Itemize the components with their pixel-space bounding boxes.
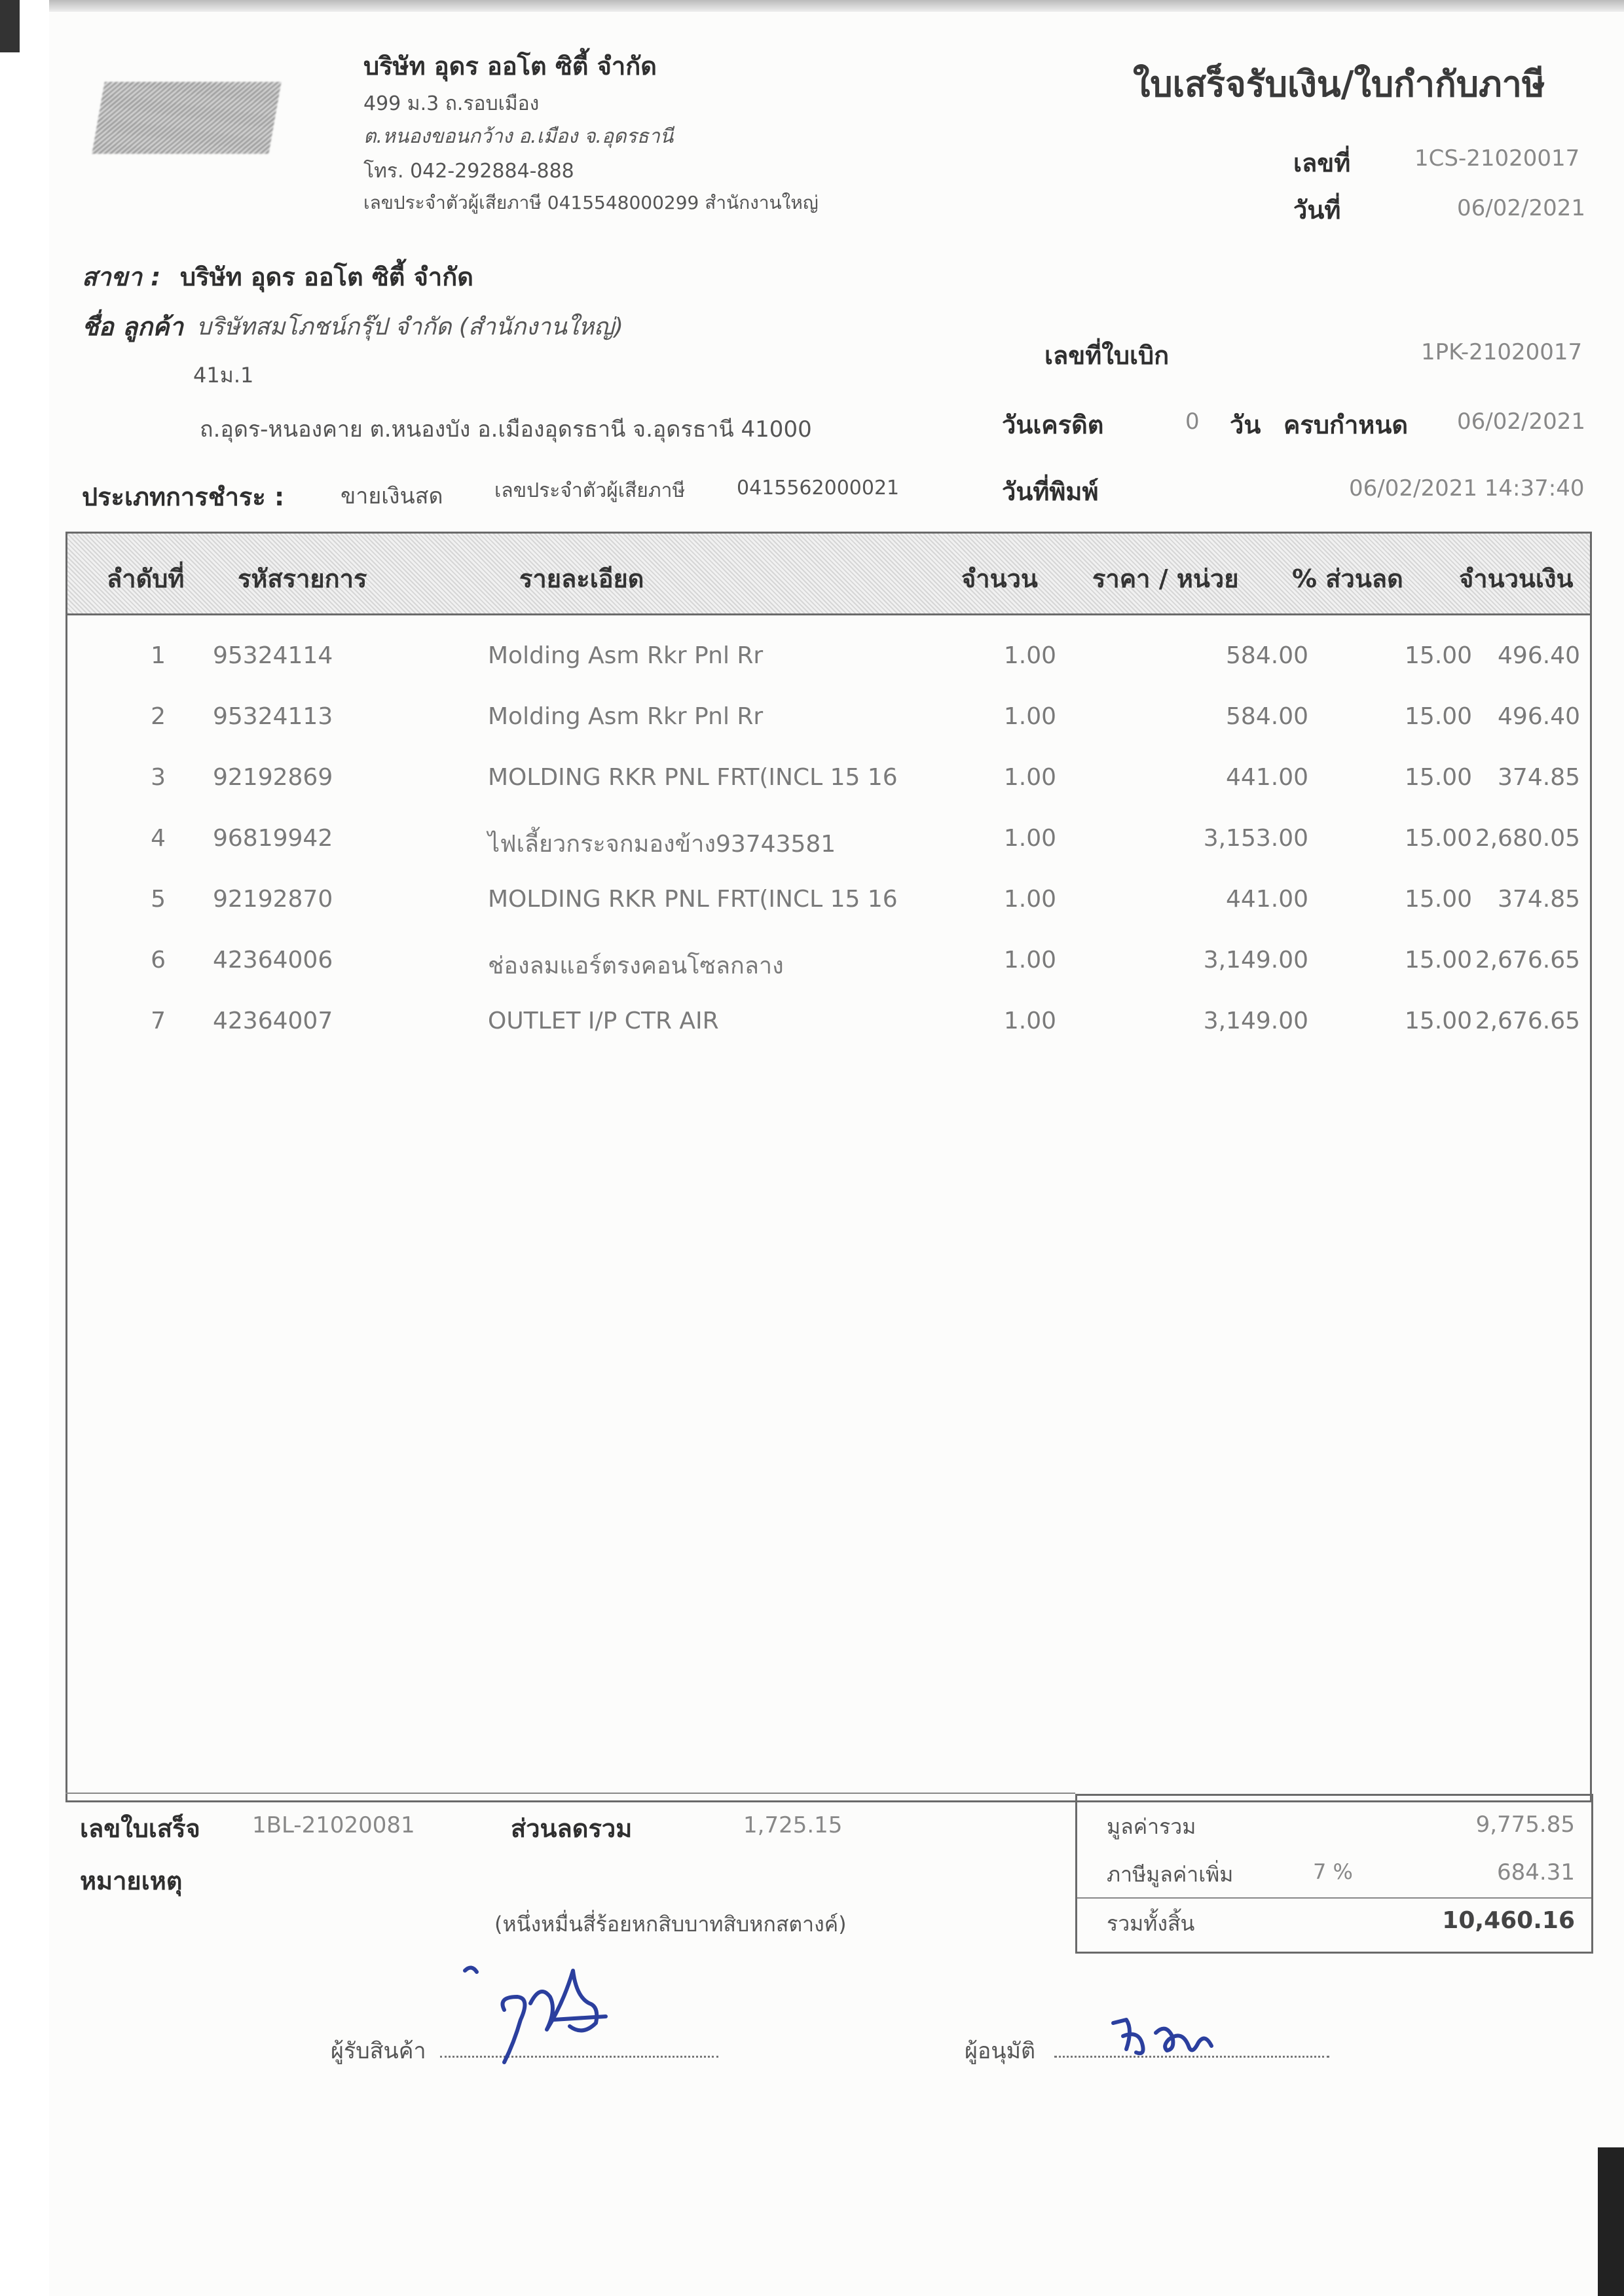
table-header: [67, 534, 1590, 615]
table-row: [67, 869, 1590, 930]
header-description: รายละเอียด: [519, 564, 644, 593]
credit-days-value: 0: [1185, 409, 1200, 435]
summary-divider: [1077, 1897, 1591, 1899]
cell-no: 6: [151, 947, 166, 974]
company-address-line1: 499 ม.3 ถ.รอบเมือง: [363, 92, 540, 115]
cell-qty: 1.00: [1003, 886, 1056, 913]
customer-taxid-value: 0415562000021: [737, 477, 900, 500]
table-row: [67, 991, 1590, 1051]
document-title: ใบเสร็จรับเงิน/ใบกำกับภาษี: [1133, 64, 1545, 105]
cell-code: 96819942: [213, 825, 333, 852]
cell-unit-price: 3,149.00: [1203, 1008, 1308, 1034]
total-discount-label: ส่วนลดรวม: [511, 1814, 633, 1843]
cell-qty: 1.00: [1003, 1008, 1056, 1034]
cell-code: 95324114: [213, 642, 333, 669]
company-taxid: เลขประจำตัวผู้เสียภาษี 0415548000299 สำนักงานใหญ่: [363, 192, 819, 213]
cell-amount: 374.85: [1498, 764, 1580, 791]
subtotal-label: มูลค่ารวม: [1107, 1814, 1196, 1839]
header-unit-price: ราคา / หน่วย: [1092, 564, 1239, 593]
credit-days-label: วันเครดิต: [1002, 410, 1104, 439]
credit-days-unit: วัน: [1230, 410, 1261, 439]
cell-description: ไฟเลี้ยวกระจกมองข้าง93743581: [488, 831, 836, 858]
payment-type-label: ประเภทการชำระ :: [82, 483, 285, 511]
cell-code: 42364007: [213, 1008, 333, 1034]
cell-amount: 2,680.05: [1475, 825, 1580, 852]
print-date-label: วันที่พิมพ์: [1002, 477, 1099, 506]
grand-total-label: รวมทั้งสิ้น: [1107, 1911, 1195, 1936]
customer-name-label: ชื่อ ลูกค้า: [82, 312, 183, 341]
footer-divider: [65, 1793, 1075, 1794]
cell-unit-price: 441.00: [1226, 764, 1308, 791]
cell-unit-price: 584.00: [1226, 642, 1308, 669]
cell-no: 2: [151, 703, 166, 730]
header-qty: จำนวน: [961, 564, 1038, 593]
document-no-value: 1CS-21020017: [1414, 145, 1580, 172]
approver-signature: [1107, 2010, 1225, 2062]
due-date-label: ครบกำหนด: [1283, 410, 1408, 439]
vat-value: 684.31: [1497, 1859, 1575, 1886]
cell-discount: 15.00: [1404, 703, 1472, 730]
branch-value: บริษัท อุดร ออโต ซิตี้ จำกัด: [180, 263, 473, 291]
header-amount: จำนวนเงิน: [1459, 564, 1574, 593]
company-logo: [92, 82, 281, 154]
cell-unit-price: 3,153.00: [1203, 825, 1308, 852]
cell-description: MOLDING RKR PNL FRT(INCL 15 16: [488, 886, 898, 913]
cell-no: 3: [151, 764, 166, 791]
cell-qty: 1.00: [1003, 947, 1056, 974]
scan-corner-shadow: [0, 0, 20, 52]
cell-qty: 1.00: [1003, 764, 1056, 791]
remark-label: หมายเหตุ: [80, 1867, 183, 1895]
cell-unit-price: 441.00: [1226, 886, 1308, 913]
cell-code: 42364006: [213, 947, 333, 974]
summary-box: [1075, 1794, 1593, 1954]
cell-no: 4: [151, 825, 166, 852]
table-row: [67, 930, 1590, 991]
company-phone: โทร. 042-292884-888: [363, 160, 574, 183]
header-no: ลำดับที่: [107, 564, 185, 593]
customer-address-line2: ถ.อุดร-หนองคาย ต.หนองบัง อ.เมืองอุดรธานี จ.อุดรธานี 41000: [200, 416, 812, 443]
customer-name-value: บริษัทสมโภชน์กรุ๊ป จำกัด (สำนักงานใหญ่): [196, 314, 623, 340]
cell-description: Molding Asm Rkr Pnl Rr: [488, 703, 764, 730]
header-code: รหัสรายการ: [238, 564, 367, 593]
table-row: [67, 686, 1590, 747]
cell-discount: 15.00: [1404, 1008, 1472, 1034]
cell-amount: 2,676.65: [1475, 947, 1580, 974]
cell-unit-price: 584.00: [1226, 703, 1308, 730]
cell-description: OUTLET I/P CTR AIR: [488, 1008, 719, 1034]
cell-qty: 1.00: [1003, 642, 1056, 669]
document-date-label: วันที่: [1293, 196, 1341, 225]
cell-no: 1: [151, 642, 166, 669]
header-discount: % ส่วนลด: [1292, 564, 1403, 593]
withdraw-no-value: 1PK-21020017: [1421, 339, 1583, 365]
cell-no: 5: [151, 886, 166, 913]
cell-unit-price: 3,149.00: [1203, 947, 1308, 974]
table-row: [67, 747, 1590, 808]
approver-label: ผู้อนุมัติ: [965, 2038, 1036, 2064]
scan-left-margin: [0, 0, 51, 2296]
branch-label: สาขา :: [82, 263, 161, 291]
cell-discount: 15.00: [1404, 764, 1472, 791]
cell-discount: 15.00: [1404, 886, 1472, 913]
receiver-signature: [458, 1958, 629, 2069]
cell-code: 92192869: [213, 764, 333, 791]
line-items-table: [65, 532, 1592, 1802]
total-discount-value: 1,725.15: [743, 1812, 843, 1838]
receiver-label: ผู้รับสินค้า: [331, 2038, 426, 2064]
cell-code: 95324113: [213, 703, 333, 730]
vat-label: ภาษีมูลค่าเพิ่ม: [1107, 1862, 1234, 1887]
cell-description: ช่องลมแอร์ตรงคอนโซลกลาง: [488, 953, 784, 979]
cell-description: MOLDING RKR PNL FRT(INCL 15 16: [488, 764, 898, 791]
print-date-value: 06/02/2021 14:37:40: [1349, 475, 1585, 501]
receipt-no-label: เลขใบเสร็จ: [80, 1814, 200, 1843]
cell-amount: 2,676.65: [1475, 1008, 1580, 1034]
scan-top-edge: [49, 0, 1624, 12]
table-row: [67, 808, 1590, 869]
company-name: บริษัท อุดร ออโต ซิตี้ จำกัด: [363, 52, 657, 81]
cell-qty: 1.00: [1003, 703, 1056, 730]
cell-discount: 15.00: [1404, 825, 1472, 852]
due-date-value: 06/02/2021: [1457, 409, 1585, 435]
cell-amount: 496.40: [1498, 703, 1580, 730]
customer-taxid-label: เลขประจำตัวผู้เสียภาษี: [494, 479, 686, 502]
cell-description: Molding Asm Rkr Pnl Rr: [488, 642, 764, 669]
company-address-line2: ต.หนองขอนกว้าง อ.เมือง จ.อุดรธานี: [363, 125, 674, 148]
customer-address-line1: 41ม.1: [193, 363, 254, 388]
amount-in-words: (หนึ่งหมื่นสี่ร้อยหกสิบบาทสิบหกสตางค์): [494, 1912, 847, 1937]
cell-qty: 1.00: [1003, 825, 1056, 852]
payment-type-value: ขายเงินสด: [341, 483, 443, 509]
grand-total-value: 10,460.16: [1442, 1907, 1575, 1934]
cell-code: 92192870: [213, 886, 333, 913]
cell-no: 7: [151, 1008, 166, 1034]
subtotal-value: 9,775.85: [1475, 1812, 1575, 1838]
receipt-no-value: 1BL-21020081: [252, 1812, 415, 1838]
document-no-label: เลขที่: [1293, 149, 1351, 177]
cell-amount: 374.85: [1498, 886, 1580, 913]
vat-rate: 7 %: [1313, 1859, 1353, 1884]
withdraw-no-label: เลขที่ใบเบิก: [1044, 341, 1170, 370]
document-date-value: 06/02/2021: [1457, 195, 1585, 221]
table-row: [67, 625, 1590, 686]
cell-amount: 496.40: [1498, 642, 1580, 669]
cell-discount: 15.00: [1404, 947, 1472, 974]
cell-discount: 15.00: [1404, 642, 1472, 669]
scan-bottom-shadow: [1598, 2147, 1624, 2296]
